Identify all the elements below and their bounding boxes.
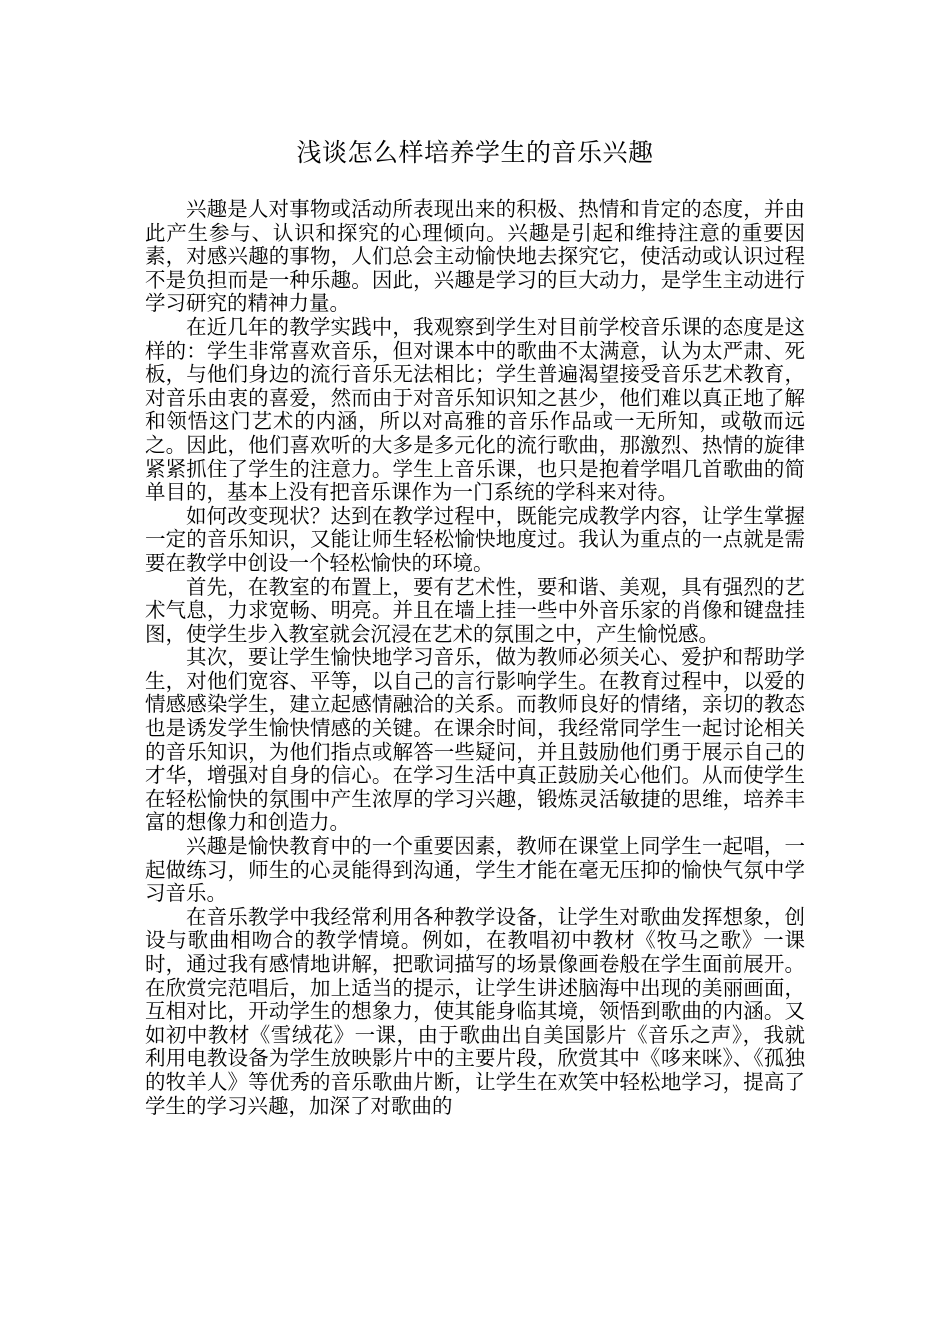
paragraph-2: 在近几年的教学实践中，我观察到学生对目前学校音乐课的态度是这样的：学生非常喜欢音乐，但对课本中的歌曲不太满意，认为太严肃、死板，与他们身边的流行音乐无法相比；学生普遍渴望接受音乐艺术教育，对音乐由衷的喜爱，然而由于对音乐知识知之甚少，他们难以真正地了解和领悟这门艺术的内涵，所以对高雅的音乐作品或一无所知，或敬而远之。因此，他们喜欢听的大多是多元化的流行歌曲，那激烈、热情的旋律紧紧抓住了学生的注意力。学生上音乐课，也只是抱着学唱几首歌曲的简单目的，基本上没有把音乐课作为一门系统的学科来对待。 bbox=[145, 314, 805, 505]
paragraph-5: 其次，要让学生愉快地学习音乐，做为教师必须关心、爱护和帮助学生，对他们宽容、平等，以自己的言行影响学生。在教育过程中，以爱的情感感染学生，建立起感情融洽的关系。而教师良好的情绪，亲切的教态也是诱发学生愉快情感的关键。在课余时间，我经常同学生一起讨论相关的音乐知识，为他们指点或解答一些疑问，并且鼓励他们勇于展示自己的才华，增强对自身的信心。在学习生活中真正鼓励关心他们。从而使学生在轻松愉快的氛围中产生浓厚的学习兴趣，锻炼灵活敏捷的思维，培养丰富的想像力和创造力。 bbox=[145, 645, 805, 835]
article-body bbox=[145, 198, 805, 1118]
paragraph-3: 如何改变现状？达到在教学过程中，既能完成教学内容，让学生掌握一定的音乐知识，又能让师生轻松愉快地度过。我认为重点的一点就是需要在教学中创设一个轻松愉快的环境。 bbox=[145, 503, 805, 575]
paragraph-6: 兴趣是愉快教育中的一个重要因素，教师在课堂上同学生一起唱，一起做练习，师生的心灵能得到沟通，学生才能在毫无压抑的愉快气氛中学习音乐。 bbox=[145, 834, 805, 906]
paragraph-1: 兴趣是人对事物或活动所表现出来的积极、热情和肯定的态度，并由此产生参与、认识和探究的心理倾向。兴趣是引起和维持注意的重要因素，对感兴趣的事物，人们总会主动愉快地去探究它，使活动或认识过程不是负担而是一种乐趣。因此，兴趣是学习的巨大动力，是学生主动进行学习研究的精神力量。 bbox=[145, 197, 805, 316]
page-title: 浅谈怎么样培养学生的音乐兴趣 bbox=[296, 138, 654, 167]
paragraph-7: 在音乐教学中我经常利用各种教学设备，让学生对歌曲发挥想象，创设与歌曲相吻合的教学情境。例如，在教唱初中教材《牧马之歌》一课时，通过我有感情地讲解，把歌词描写的场景像画卷般在学生面前展开。在欣赏完范唱后，加上适当的提示，让学生讲述脑海中出现的美丽画面，互相对比，开动学生的想象力，使其能身临其境，领悟到歌曲的内涵。又如初中教材《雪绒花》一课，由于歌曲出自美国影片《音乐之声》，我就利用电教设备为学生放映影片中的主要片段，欣赏其中《哆来咪》、《孤独的牧羊人》等优秀的音乐歌曲片断，让学生在欢笑中轻松地学习，提高了学生的学习兴趣，加深了对歌曲的 bbox=[145, 904, 805, 1118]
paragraph-4: 首先，在教室的布置上，要有艺术性，要和谐、美观，具有强烈的艺术气息，力求宽畅、明亮。并且在墙上挂一些中外音乐家的肖像和键盘挂图，使学生步入教室就会沉浸在艺术的氛围之中，产生愉悦感。 bbox=[145, 574, 805, 646]
